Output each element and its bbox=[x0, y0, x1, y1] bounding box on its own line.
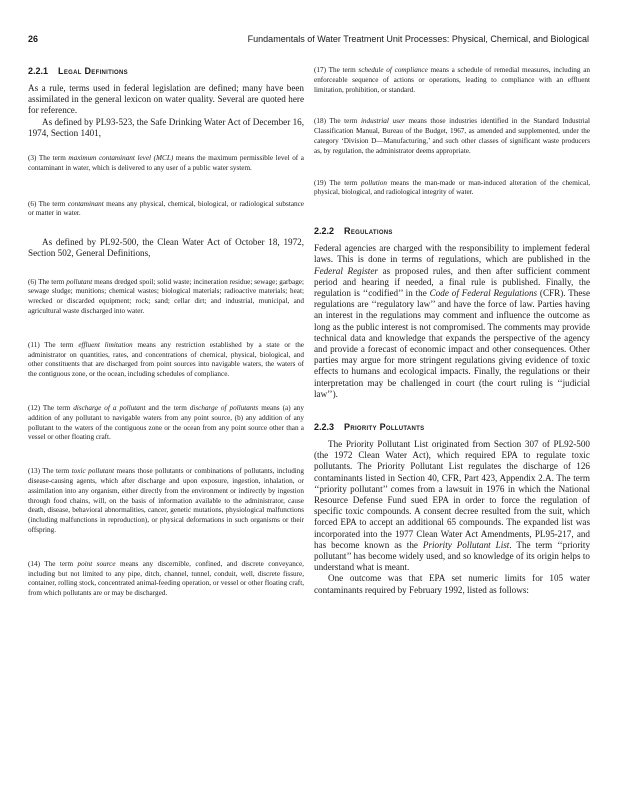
paragraph-pl92: As defined by PL92-500, the Clean Water Act of October 18, 1972, Section 502, General Definitions, bbox=[28, 237, 304, 259]
definition-industrial-user: (18) The term industrial user means those industries identified in the Standard Industrial Classification Manual, Bureau of the Budget, 1967, as amended and supplemented, under the category ‘Division D—Manufacturing,’ and such other classes of significant waste producers as, by regulation, the administrator deems appropriate. bbox=[314, 117, 590, 155]
defined-term: maximum contaminant level (MCL) bbox=[68, 154, 174, 163]
definition-effluent-limitation: (11) The term effluent limitation means any restriction established by a state or the administrator on quantities, rates, and concentrations of chemical, physical, biological, and other constituents that are discharged from point sources into navigable waters, the waters of the contiguous zone, or the ocean, including schedules of compliance. bbox=[28, 340, 304, 379]
publication-title: Code of Federal Regulations bbox=[429, 287, 538, 298]
paragraph-priority-1: The Priority Pollutant List originated from Section 307 of PL92-500 (the 1972 Clean Water Act), which required EPA to regulate toxic pollutants. The Priority Pollutant List regulates the discharge of 126 contaminants listed in Section 40, CFR, Part 423, Appendix 2.A. The term ‘‘priority pollutant’’ comes from a lawsuit in 1976 in which the National Resource Defense Fund sued EPA in order to force the regulation of specific toxic compounds. A consent decree resulted from the suit, which forced EPA to accept an additional 65 compounds. The expanded list was incorporated into the 1977 Clean Water Act Amendments, PL95-217, and has become known as the Priority Pollutant List. The term ‘‘priority pollutant’’ has become widely used, and so knowledge of its origin helps to understand what is meant. bbox=[314, 439, 591, 573]
defined-term: contaminant bbox=[67, 199, 104, 208]
definition-point-source: (14) The term point source means any discernible, confined, and discrete conveyance, including but not limited to any pipe, ditch, channel, tunnel, conduit, well, discrete fissure, container, rolling stock, concentrated animal-feeding operation, or vessel or other floating craft, from which pollutants are or may be discharged. bbox=[28, 559, 304, 598]
definition-mcl: (3) The term maximum contaminant level (MCL) means the maximum permissible level of a contaminant in water, which is delivered to any user of a public water system. bbox=[28, 154, 304, 172]
defined-term: discharge of pollutants bbox=[189, 403, 259, 412]
defined-term: pollution bbox=[361, 178, 387, 187]
section-number: 2.2.1 bbox=[28, 66, 49, 76]
paragraph-priority-2: One outcome was that EPA set numeric limits for 105 water contaminants required by February 1992, listed as follows: bbox=[314, 573, 590, 595]
section-title: Regulations bbox=[344, 226, 393, 237]
running-title: Fundamentals of Water Treatment Unit Processes: Physical, Chemical, and Biological bbox=[247, 34, 589, 44]
definition-discharge-of-pollutant: (12) The term discharge of a pollutant and the term discharge of pollutants means (a) any addition of any pollutant to navigable waters from any point source, (b) any addition of any pollutant to the waters of the contiguous zone or the ocean from any point source other than a vessel or other floating craft. bbox=[28, 403, 304, 442]
defined-term: schedule of compliance bbox=[358, 66, 428, 74]
right-column bbox=[314, 66, 590, 596]
definition-schedule-of-compliance: (17) The term schedule of compliance means a schedule of remedial measures, including an enforceable sequence of actions or operations, leading to compliance with an effluent limitation, prohibition, or standard. bbox=[314, 66, 590, 94]
page-header bbox=[28, 34, 589, 48]
page-number: 26 bbox=[28, 34, 39, 44]
definition-contaminant: (6) The term contaminant means any physical, chemical, biological, or radiological substance or matter in water. bbox=[28, 199, 304, 218]
definition-pollution: (19) The term pollution means the man-made or man-induced alteration of the chemical, physical, biological, and radiological integrity of water. bbox=[314, 178, 590, 197]
defined-term: pollutant bbox=[66, 277, 93, 286]
defined-term: industrial user bbox=[360, 117, 405, 126]
definition-toxic-pollutant: (13) The term toxic pollutant means those pollutants or combinations of pollutants, including disease-causing agents, which after discharge and upon exposure, ingestion, inhalation, or assimilation into any organism, either directly from the environment or indirectly by ingestion through food chains, will, on the basis of information available to the administrator, cause death, disease, behavioral abnormalities, cancer, genetic mutations, physiological malfunctions (including malfunctions in reproduction), or physical deformations in such organisms or their offspring. bbox=[28, 467, 304, 534]
defined-term: discharge of a pollutant bbox=[73, 403, 146, 412]
section-heading-regulations bbox=[314, 226, 590, 236]
section-number: 2.2.2 bbox=[314, 226, 335, 237]
section-title: Legal Definitions bbox=[58, 66, 128, 76]
paragraph-pl93: As defined by PL93-523, the Safe Drinking Water Act of December 16, 1974, Section 1401, bbox=[28, 116, 304, 138]
paragraph-regulations: Federal agencies are charged with the responsibility to implement federal laws. This is done in terms of regulations, which are published in the Federal Register as proposed rules, and then after sufficient comment period and hearing if needed, a final rule is published. Finally, the regulation is ‘‘codified’’ in the Code of Federal Regulations (CFR). These regulations are ‘‘regulatory law’’ and have the force of law. Parties having an interest in the regulations may comment and influence the outcome as long as the public interest is not compromised. The comments may provide technical data and knowledge that expands the perspective of the agency and provide a forecast of economic impact and other consequences. Other parties may argue for more stringent regulations giving evidence of toxic effects to humans and ecological impacts. Finally, the regulations or their interpretation may be challenged in court (the court ruling is ‘‘judicial law’’). bbox=[314, 243, 591, 399]
defined-term: effluent limitation bbox=[78, 340, 133, 349]
section-heading-priority-pollutants bbox=[314, 422, 590, 432]
paragraph-intro: As a rule, terms used in federal legislation are defined; many have been assimilated in the general lexicon on water quality. Several are quoted here for reference. bbox=[28, 83, 304, 116]
left-column bbox=[28, 66, 304, 599]
section-title: Priority Pollutants bbox=[344, 422, 425, 433]
defined-term: point source bbox=[77, 559, 116, 568]
section-number: 2.2.3 bbox=[314, 422, 335, 433]
publication-title: Federal Register bbox=[314, 265, 378, 276]
definition-pollutant: (6) The term pollutant means dredged spoil; solid waste; incineration residue; sewage; garbage; sewage sludge; munitions; chemical wastes; biological materials; radioactive materials; heat; wrecked or discarded equipment; rock; sand; cellar dirt; and industrial, municipal, and agricultural waste discharged into water. bbox=[28, 277, 304, 315]
defined-term: toxic pollutant bbox=[71, 467, 115, 476]
section-heading-legal-definitions bbox=[28, 66, 304, 76]
list-title: Priority Pollutant List bbox=[422, 539, 510, 550]
